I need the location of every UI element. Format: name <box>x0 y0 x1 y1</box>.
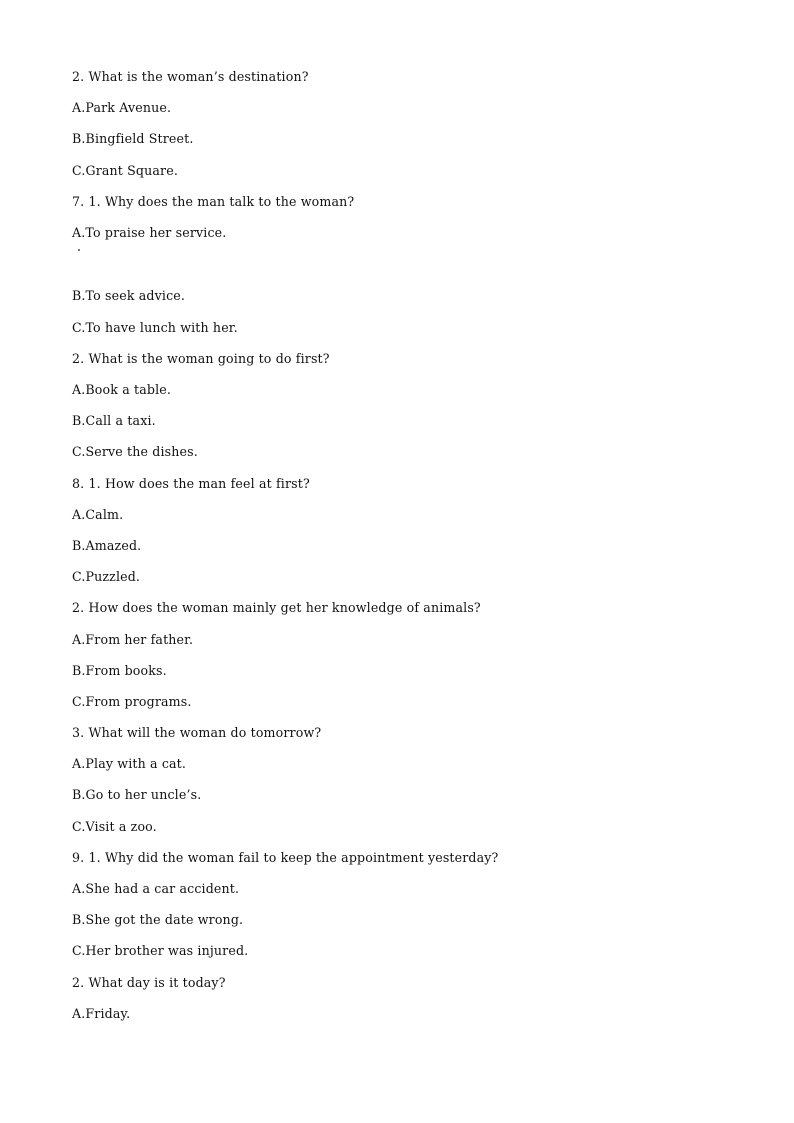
option-line: C.Puzzled. <box>72 569 141 585</box>
option-line: B.She got the date wrong. <box>72 912 244 928</box>
option-line: B.To seek advice. <box>72 288 186 304</box>
question-line: 8. 1. How does the man feel at first? <box>72 475 310 491</box>
question-line: 2. How does the woman mainly get her knowledge of animals? <box>72 600 481 616</box>
option-line: A.Park Avenue. <box>72 100 172 116</box>
option-line: C.Grant Square. <box>72 162 178 178</box>
spacer-line <box>72 246 752 288</box>
option-line: A.To praise her service. <box>72 224 227 240</box>
option-line: A.Calm. <box>72 506 124 522</box>
option-line: C.From programs. <box>72 693 192 709</box>
question-list <box>72 68 752 1036</box>
question-line: 2. What is the woman going to do first? <box>72 350 330 366</box>
option-line: B.Go to her uncle’s. <box>72 787 202 803</box>
option-line: C.To have lunch with her. <box>72 319 238 335</box>
stray-mark <box>78 249 80 251</box>
option-line: B.Call a taxi. <box>72 413 156 429</box>
option-line: C.Serve the dishes. <box>72 444 198 460</box>
option-line: B.From books. <box>72 662 167 678</box>
option-line: A.Friday. <box>72 1005 131 1021</box>
question-line: 7. 1. Why does the man talk to the woman? <box>72 193 355 209</box>
option-line: B.Bingfield Street. <box>72 131 194 147</box>
option-line: A.Book a table. <box>72 382 172 397</box>
option-line: B.Amazed. <box>72 537 142 553</box>
option-line: C.Her brother was injured. <box>72 943 249 959</box>
option-line: A.She had a car accident. <box>72 881 240 896</box>
question-line: 2. What is the woman’s destination? <box>72 69 309 84</box>
question-line: 3. What will the woman do tomorrow? <box>72 725 322 741</box>
question-line: 9. 1. Why did the woman fail to keep the appointment yesterday? <box>72 849 499 865</box>
option-line: C.Visit a zoo. <box>72 818 157 834</box>
question-line: 2. What day is it today? <box>72 974 226 990</box>
option-line: A.From her father. <box>72 631 194 647</box>
option-line: A.Play with a cat. <box>72 756 187 772</box>
